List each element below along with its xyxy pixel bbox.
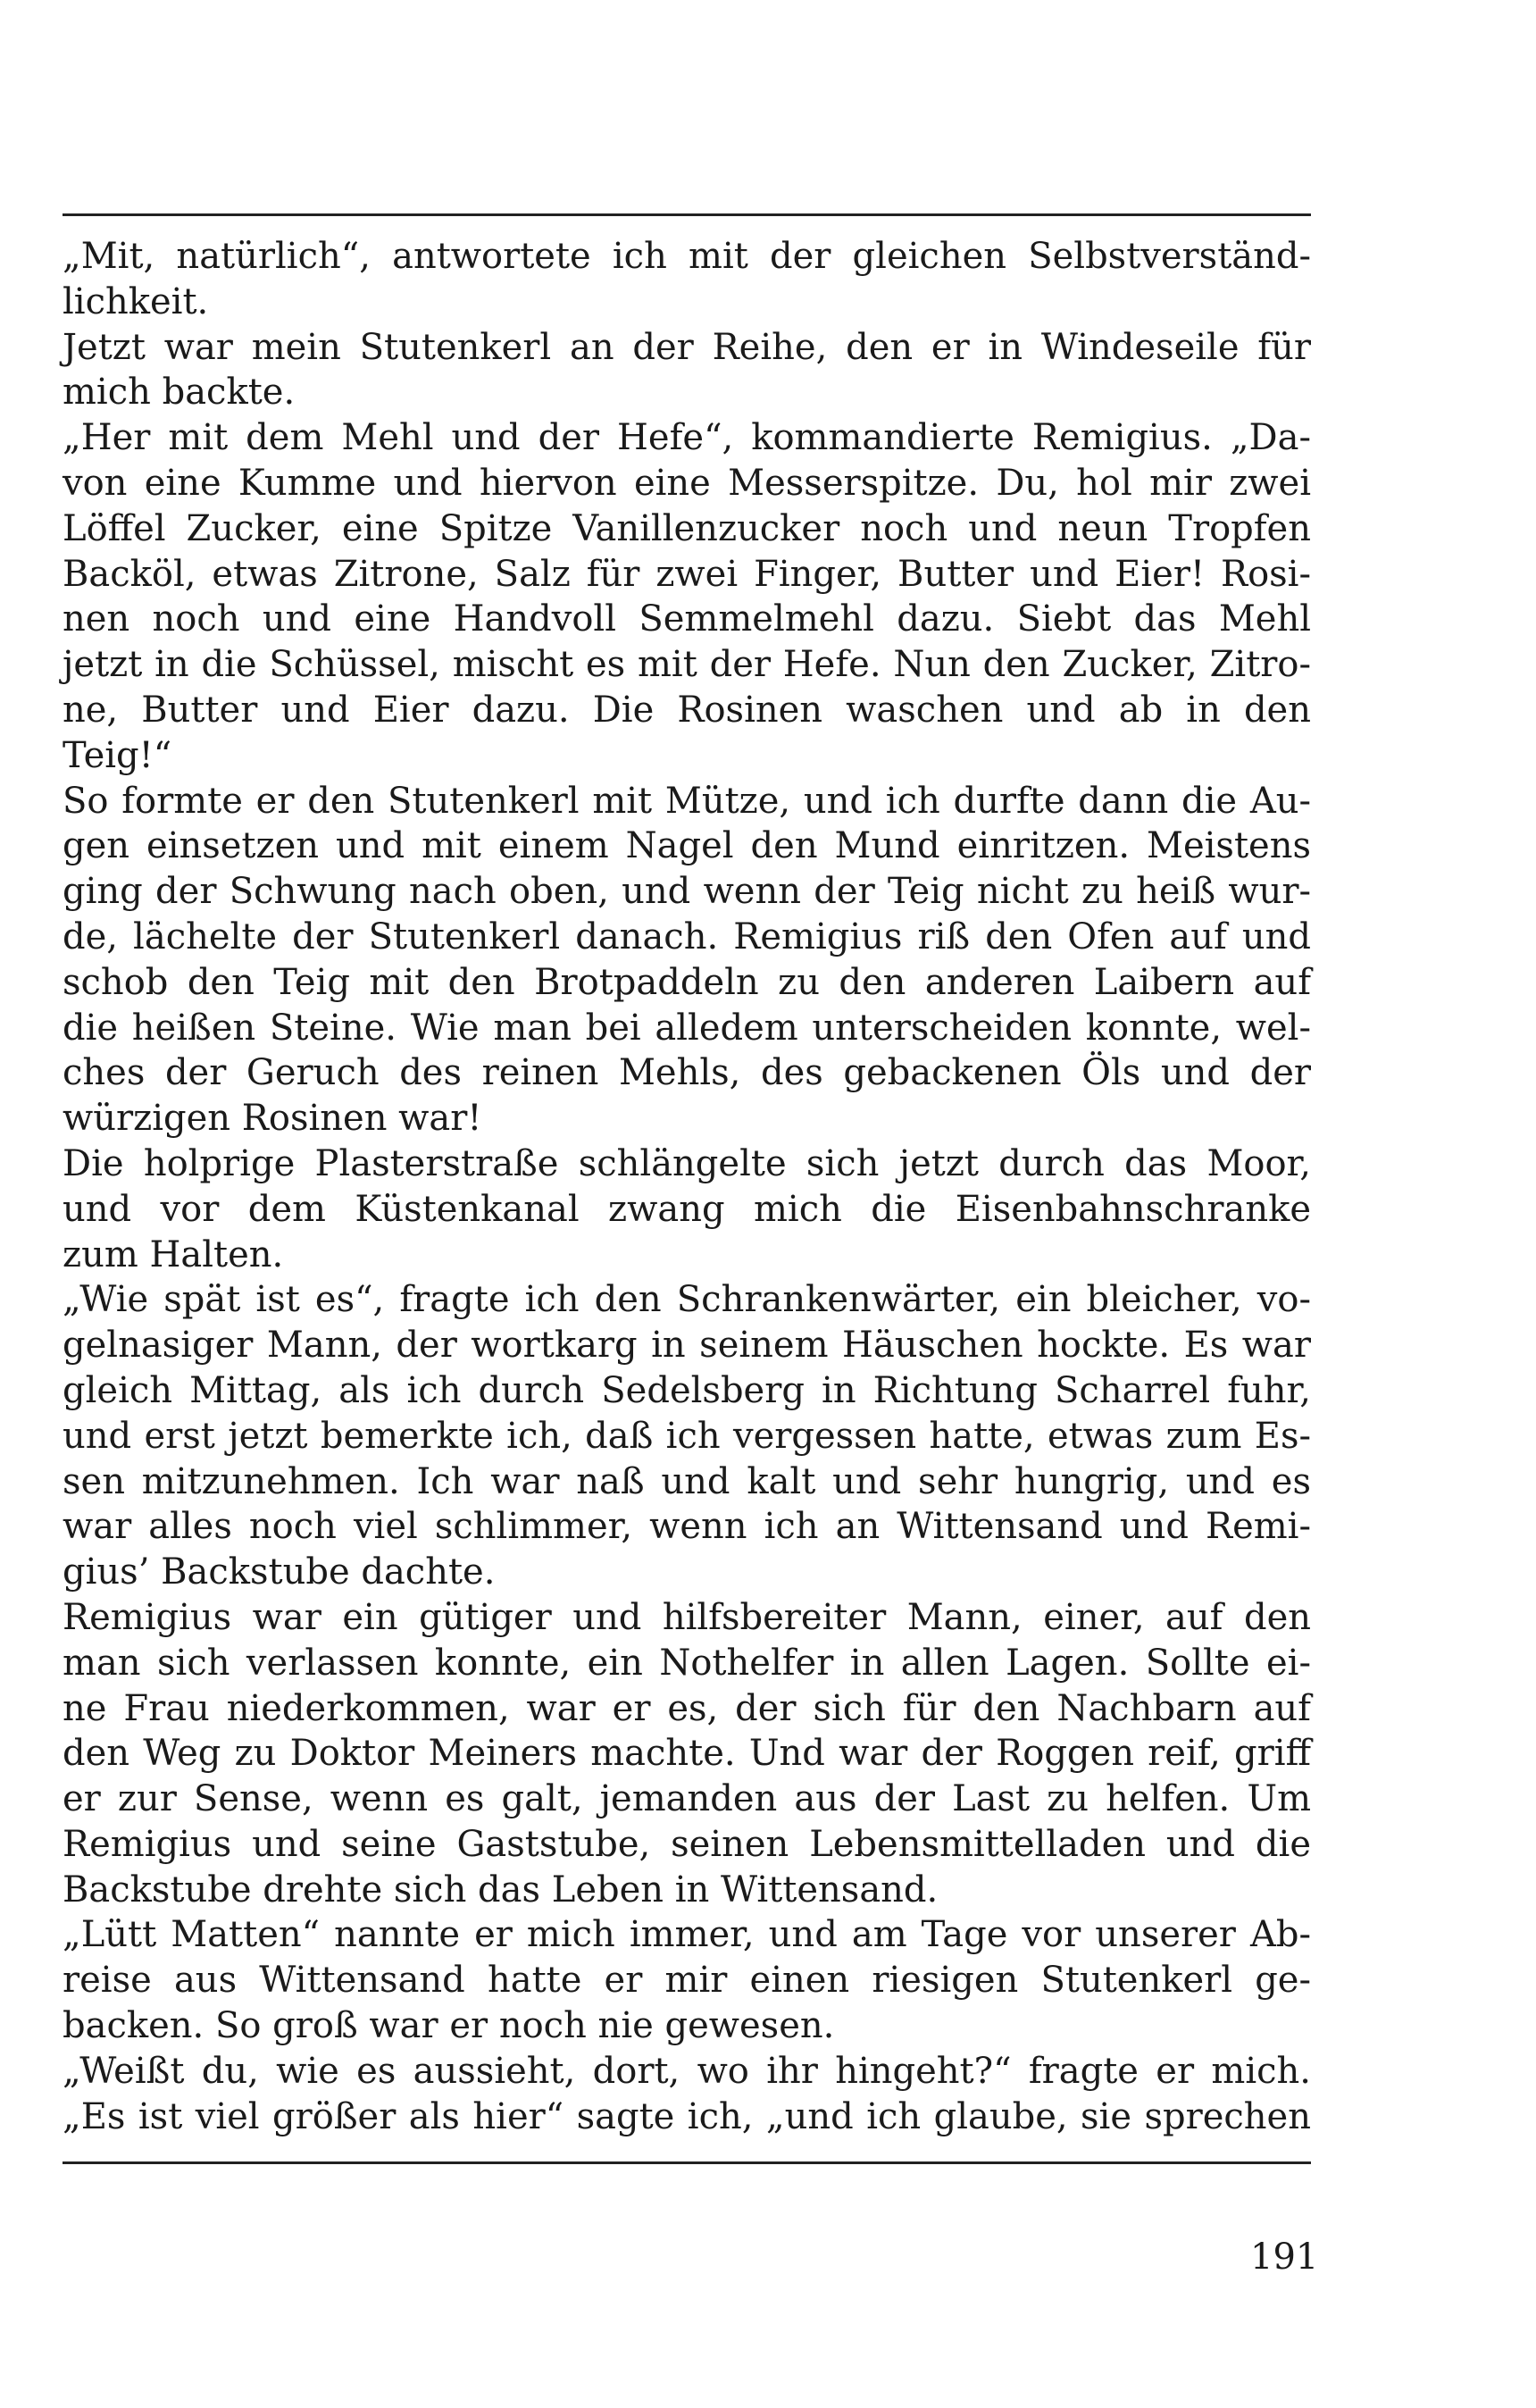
body-text [63, 234, 1311, 2139]
text-line: den Weg zu Doktor Meiners machte. Und war der Roggen reif, griff [63, 1733, 1311, 1775]
text-line: man sich verlassen konnte, ein Nothelfer in allen Lagen. Sollte ei- [63, 1642, 1311, 1684]
text-line: „Weißt du, wie es aussieht, dort, wo ihr hingeht?“ fragte er mich. [63, 2050, 1311, 2092]
text-line: Backöl, etwas Zitrone, Salz für zwei Finger, Butter und Eier! Rosi- [63, 553, 1311, 595]
text-line: ne Frau niederkommen, war er es, der sich für den Nachbarn auf [63, 1687, 1311, 1729]
text-line: „Her mit dem Mehl und der Hefe“, kommandierte Remigius. „Da- [63, 417, 1311, 459]
text-line: gius’ Backstube dachte. [63, 1551, 496, 1593]
text-line: nen noch und eine Handvoll Semmelmehl dazu. Siebt das Mehl [63, 598, 1311, 640]
text-line: reise aus Wittensand hatte er mir einen riesigen Stutenkerl ge- [63, 1960, 1311, 2002]
text-line: Die holprige Plasterstraße schlängelte sich jetzt durch das Moor, [63, 1142, 1311, 1184]
text-line: zum Halten. [63, 1233, 284, 1275]
text-line: Teig!“ [63, 734, 172, 776]
text-line: würzigen Rosinen war! [63, 1098, 482, 1140]
text-line: lichkeit. [63, 280, 209, 322]
text-line: gleich Mittag, als ich durch Sedelsberg in Richtung Scharrel fuhr, [63, 1369, 1311, 1411]
text-line: jetzt in die Schüssel, mischt es mit der Hefe. Nun den Zucker, Zitro- [63, 644, 1311, 686]
text-line: sen mitzunehmen. Ich war naß und kalt und sehr hungrig, und es [63, 1460, 1311, 1502]
text-line: de, lächelte der Stutenkerl danach. Remigius riß den Ofen auf und [63, 916, 1311, 957]
text-line: schob den Teig mit den Brotpaddeln zu den anderen Laibern auf [63, 961, 1311, 1003]
text-line: „Mit, natürlich“, antwortete ich mit der gleichen Selbstverständ- [63, 236, 1311, 277]
text-line: ging der Schwung nach oben, und wenn der Teig nicht zu heiß wur- [63, 871, 1311, 913]
top-rule [63, 213, 1311, 216]
text-line: So formte er den Stutenkerl mit Mütze, und ich durfte dann die Au- [63, 780, 1311, 822]
text-line: mich backte. [63, 372, 296, 414]
text-line: Jetzt war mein Stutenkerl an der Reihe, den er in Windeseile für [63, 326, 1311, 368]
text-line: gelnasiger Mann, der wortkarg in seinem Häuschen hockte. Es war [63, 1325, 1311, 1367]
text-line: und erst jetzt bemerkte ich, daß ich vergessen hatte, etwas zum Es- [63, 1415, 1311, 1457]
text-line: backen. So groß war er noch nie gewesen. [63, 2005, 835, 2047]
text-line: Backstube drehte sich das Leben in Wittensand. [63, 1869, 939, 1911]
text-line: „Lütt Matten“ nannte er mich immer, und am Tage vor unserer Ab- [63, 1914, 1311, 1956]
text-line: Remigius und seine Gaststube, seinen Lebensmittelladen und die [63, 1823, 1311, 1865]
text-line: Remigius war ein gütiger und hilfsbereiter Mann, einer, auf den [63, 1596, 1311, 1638]
text-line: er zur Sense, wenn es galt, jemanden aus der Last zu helfen. Um [63, 1778, 1311, 1820]
text-line: gen einsetzen und mit einem Nagel den Mund einritzen. Meistens [63, 825, 1311, 867]
bottom-rule [63, 2161, 1311, 2164]
text-line: war alles noch viel schlimmer, wenn ich an Wittensand und Remi- [63, 1506, 1311, 1548]
text-line: ches der Geruch des reinen Mehls, des gebackenen Öls und der [63, 1052, 1311, 1094]
text-line: von eine Kumme und hiervon eine Messerspitze. Du, hol mir zwei [63, 462, 1311, 504]
page-number: 191 [1250, 2237, 1319, 2278]
text-line: die heißen Steine. Wie man bei alledem unterscheiden konnte, wel- [63, 1007, 1311, 1049]
text-line: ne, Butter und Eier dazu. Die Rosinen waschen und ab in den [63, 689, 1311, 731]
text-line: „Es ist viel größer als hier“ sagte ich, „und ich glaube, sie sprechen [63, 2095, 1311, 2137]
text-line: Löffel Zucker, eine Spitze Vanillenzucker noch und neun Tropfen [63, 507, 1311, 549]
text-line: „Wie spät ist es“, fragte ich den Schrankenwärter, ein bleicher, vo- [63, 1279, 1311, 1321]
text-line: und vor dem Küstenkanal zwang mich die Eisenbahnschranke [63, 1188, 1311, 1230]
